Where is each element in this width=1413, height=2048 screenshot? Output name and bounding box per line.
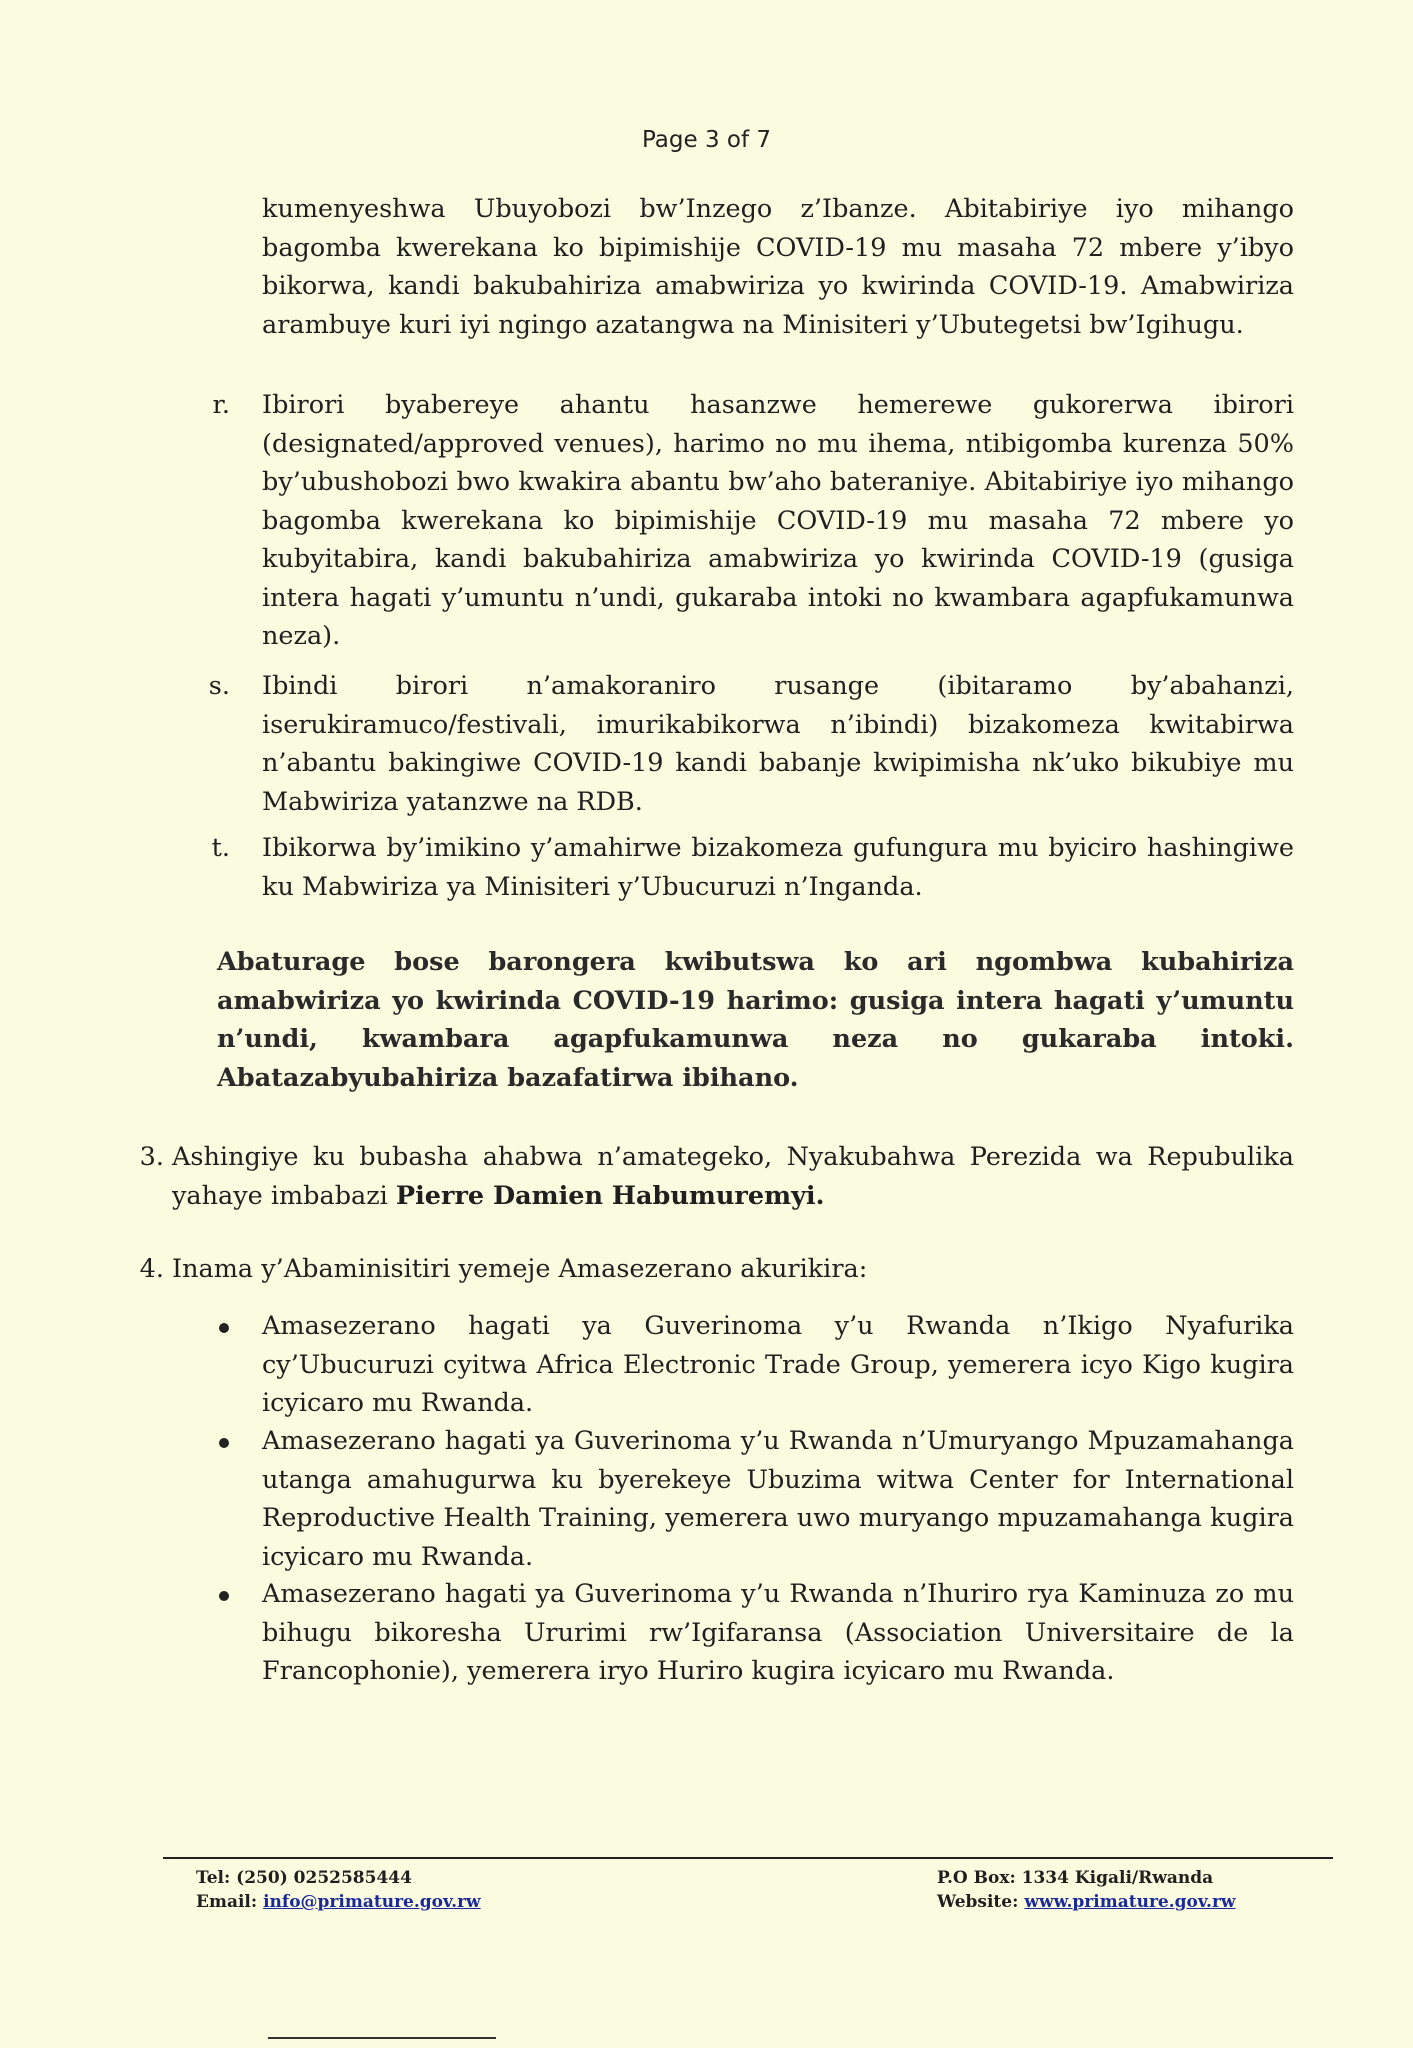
item-letter: r.	[212, 390, 230, 420]
item3-text: Ashingiye ku bubasha ahabwa n’amategeko, Nyakubahwa Perezida wa Repubulika yahaye imbabazi	[172, 1142, 1294, 1211]
footer-email-line	[196, 1890, 481, 1914]
footer-pobox: P.O Box: 1334 Kigali/Rwanda	[937, 1868, 1214, 1888]
item-text: Inama y’Abaminisitiri yemeje Amasezerano akurikira:	[172, 1254, 868, 1284]
page-number: Page 3 of 7	[641, 127, 772, 153]
footer-right	[937, 1866, 1236, 1914]
item-number: 3.	[139, 1142, 164, 1172]
bullet-icon	[219, 1591, 229, 1601]
item-letter: t.	[211, 833, 230, 863]
bullet-text: Amasezerano hagati ya Guverinoma y’u Rwanda n’Umuryango Mpuzamahanga utanga amahugurwa ku byerekeye Ubuzima witwa Center for International Reproductive Health Training, yemerera uwo muryango mpuzamahanga kugira icyicaro mu Rwanda.	[262, 1426, 1294, 1572]
footer-email-label: Email:	[196, 1892, 264, 1912]
bullet-icon	[219, 1438, 229, 1448]
footer-tel: Tel: (250) 0252585444	[196, 1868, 412, 1888]
email-link[interactable]: info@primature.gov.rw	[263, 1892, 481, 1912]
item-text	[172, 1138, 1294, 1215]
item-number: 4.	[139, 1254, 164, 1284]
item-text: Ibindi birori n’amakoraniro rusange (ibitaramo by’abahanzi, iserukiramuco/festivali, imurikabikorwa n’ibindi) bizakomeza kwitabirwa n’abantu bakingiwe COVID-19 kandi babanje kwipimisha nk’uko bikubiye mu Mabwiriza yatanzwe na RDB.	[262, 671, 1294, 817]
website-link[interactable]: www.primature.gov.rw	[1024, 1892, 1236, 1912]
footer-website-line	[937, 1890, 1236, 1914]
footer-website-label: Website:	[937, 1892, 1025, 1912]
footer-left	[196, 1866, 481, 1914]
bullet-icon	[219, 1323, 229, 1333]
bold-notice: Abaturage bose barongera kwibutswa ko ari ngombwa kubahiriza amabwiriza yo kwirinda COVID-19 harimo: gusiga intera hagati y’umuntu n’undi, kwambara agapfukamunwa neza no gukaraba intoki. Abatazabyubahiriza bazafatirwa ibihano.	[217, 947, 1294, 1093]
footer-divider	[163, 1857, 1333, 1859]
item-text: Ibikorwa by’imikino y’amahirwe bizakomeza gufungura mu byiciro hashingiwe ku Mabwiriza ya Minisiteri y’Ubucuruzi n’Inganda.	[262, 833, 1294, 902]
pardoned-name: Pierre Damien Habumuremyi.	[395, 1180, 825, 1211]
lead-paragraph: kumenyeshwa Ubuyobozi bw’Inzego z’Ibanze. Abitabiriye iyo mihango bagomba kwerekana ko bipimishije COVID-19 mu masaha 72 mbere y’ibyo bikorwa, kandi bakubahiriza amabwiriza yo kwirinda COVID-19. Amabwiriza arambuye kuri iyi ngingo azatangwa na Minisiteri y’Ubutegetsi bw’Igihugu.	[262, 194, 1294, 340]
bullet-text: Amasezerano hagati ya Guverinoma y’u Rwanda n’Ikigo Nyafurika cy’Ubucuruzi cyitwa Africa Electronic Trade Group, yemerera icyo Kigo kugira icyicaro mu Rwanda.	[262, 1311, 1294, 1418]
item-text: Ibirori byabereye ahantu hasanzwe hemerewe gukorerwa ibirori (designated/approved venues), harimo no mu ihema, ntibigomba kurenza 50% by’ubushobozi bwo kwakira abantu bw’aho bateraniye. Abitabiriye iyo mihango bagomba kwerekana ko bipimishije COVID-19 mu masaha 72 mbere yo kubyitabira, kandi bakubahiriza amabwiriza yo kwirinda COVID-19 (gusiga intera hagati y’umuntu n’undi, gukaraba intoki no kwambara agapfukamunwa neza).	[262, 390, 1294, 651]
bullet-text: Amasezerano hagati ya Guverinoma y’u Rwanda n’Ihuriro rya Kaminuza zo mu bihugu bikoresha Ururimi rw’Igifaransa (Association Universitaire de la Francophonie), yemerera iryo Huriro kugira icyicaro mu Rwanda.	[262, 1579, 1294, 1686]
item-letter: s.	[208, 671, 230, 701]
bottom-divider	[268, 2037, 496, 2039]
